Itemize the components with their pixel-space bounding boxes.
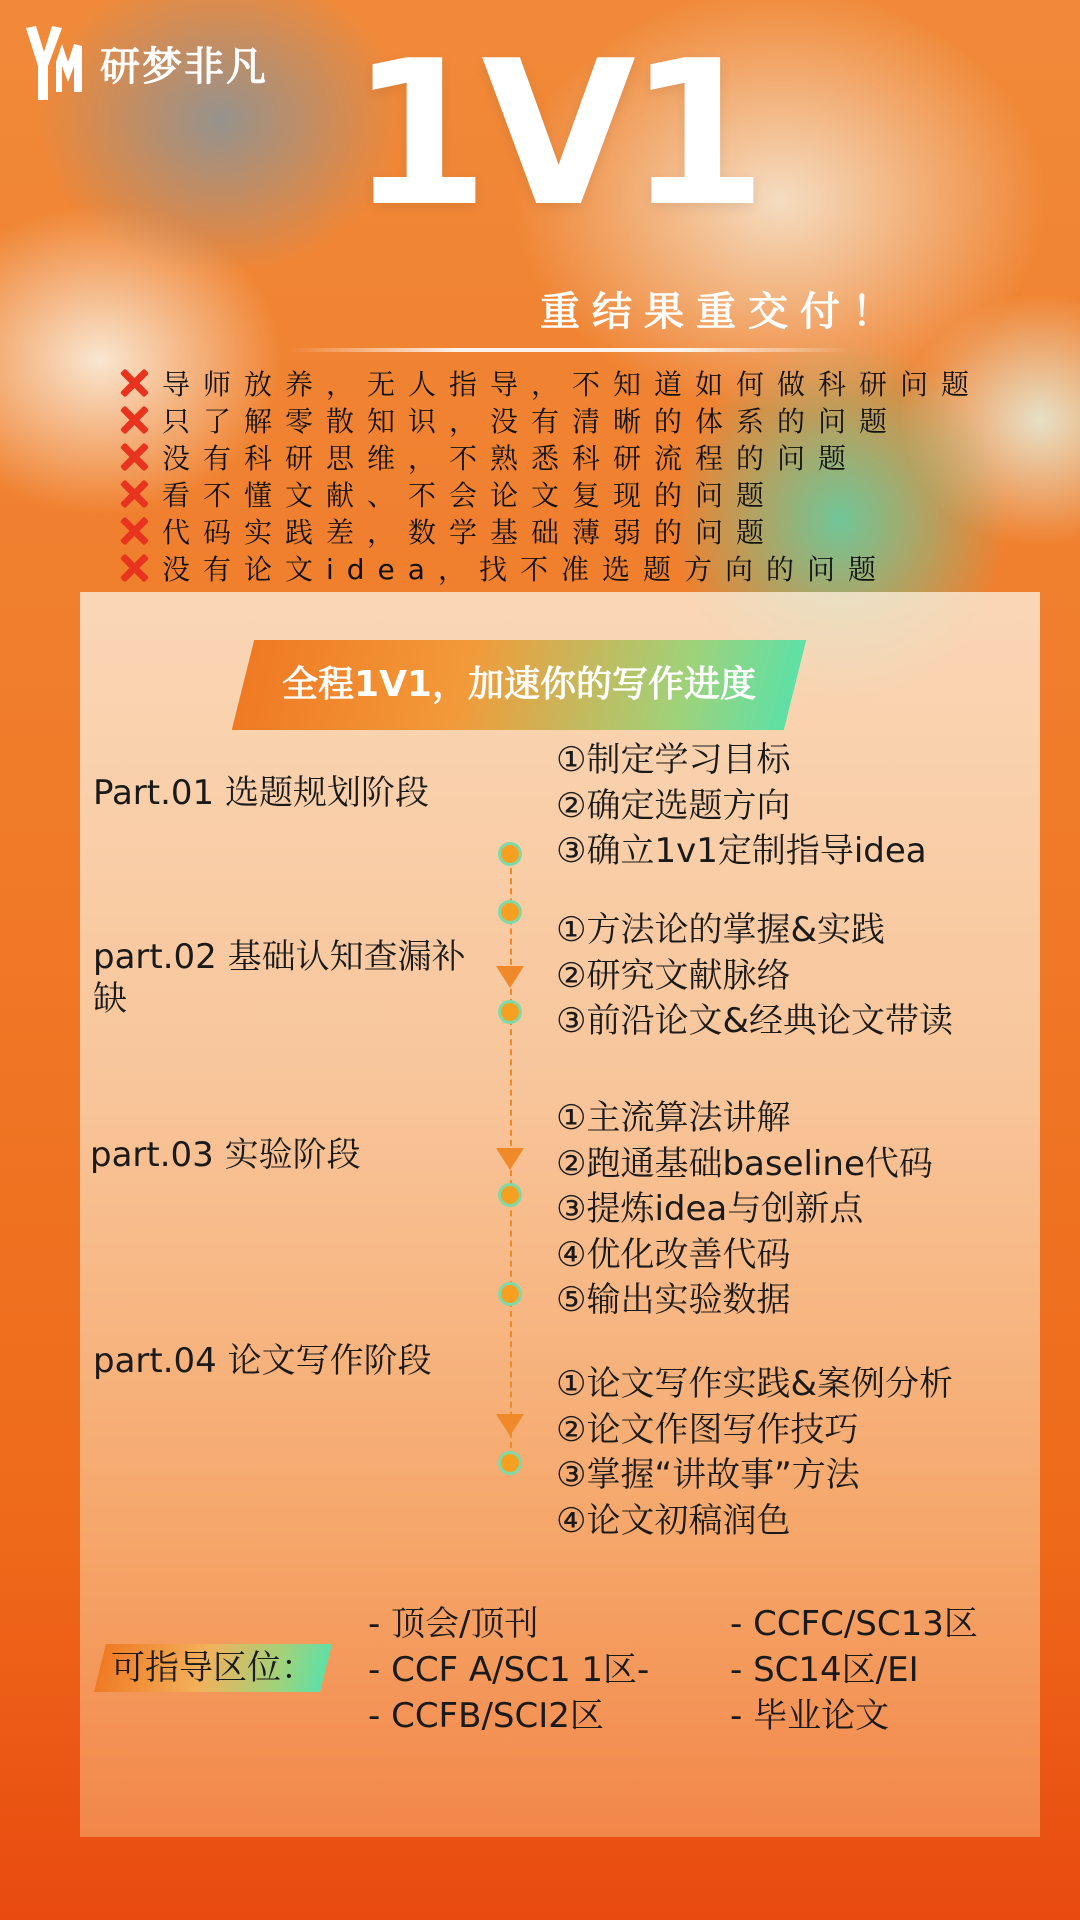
step-item: ②跑通基础baseline代码 xyxy=(556,1143,933,1184)
brand-logo xyxy=(22,22,268,104)
step-item: ①主流算法讲解 xyxy=(556,1098,791,1138)
step-item: ②论文作图写作技巧 xyxy=(556,1409,859,1450)
step-item: ①论文写作实践&案例分析 xyxy=(556,1364,953,1404)
brand-name: 研梦非凡 xyxy=(100,43,268,90)
ym-logo-icon xyxy=(22,22,90,104)
zone-item: - CCF A/SC1 1区- xyxy=(368,1650,650,1690)
timeline-dot xyxy=(498,1183,522,1207)
cross-icon xyxy=(118,368,152,398)
problem-item: 代码实践差，数学基础薄弱的问题 xyxy=(118,512,982,549)
step-item: ③前沿论文&经典论文带读 xyxy=(556,1001,953,1041)
problem-item: 只了解零散知识，没有清晰的体系的问题 xyxy=(118,401,982,438)
phase-steps xyxy=(556,1362,953,1544)
hero-tagline: 重结果重交付！ xyxy=(540,289,904,335)
banner-text: 全程1V1，加速你的写作进度 xyxy=(282,664,756,705)
timeline-arrow-icon xyxy=(496,1148,524,1170)
cross-icon xyxy=(118,442,152,472)
step-item: ④优化改善代码 xyxy=(556,1234,791,1275)
problem-item: 导师放养，无人指导，不知道如何做科研问题 xyxy=(118,364,982,401)
step-item: ①方法论的掌握&实践 xyxy=(556,910,885,950)
step-item: ③提炼idea与创新点 xyxy=(556,1189,864,1229)
phase-steps xyxy=(556,738,927,875)
step-item: ②确定选题方向 xyxy=(556,785,791,826)
hero-title: 1V1 xyxy=(350,18,760,251)
step-item: ⑤输出实验数据 xyxy=(556,1280,791,1320)
timeline-dot xyxy=(498,900,522,924)
timeline-dot xyxy=(498,1451,522,1475)
zone-item: - SC14区/EI xyxy=(730,1650,919,1690)
timeline-arrow-icon xyxy=(496,966,524,988)
step-item: ③确立1v1定制指导idea xyxy=(556,831,927,871)
zone-item: - CCFB/SCI2区 xyxy=(368,1696,604,1736)
timeline-dot xyxy=(498,1000,522,1024)
cross-icon xyxy=(118,516,152,546)
step-item: ①制定学习目标 xyxy=(556,740,791,780)
phase-label: Part.01 选题规划阶段 xyxy=(93,773,429,813)
timeline-dot xyxy=(498,1282,522,1306)
phase-label: part.04 论文写作阶段 xyxy=(93,1341,432,1381)
problem-item: 没有论文idea，找不准选题方向的问题 xyxy=(118,549,982,586)
problem-item: 没有科研思维，不熟悉科研流程的问题 xyxy=(118,438,982,475)
step-item: ③掌握“讲故事”方法 xyxy=(556,1455,860,1495)
zone-label: 可指导区位： xyxy=(111,1648,315,1688)
zone-item: - CCFC/SC13区 xyxy=(730,1604,978,1644)
phase-steps xyxy=(556,908,953,1045)
zone-list-left xyxy=(368,1601,649,1739)
zone-item: - 毕业论文 xyxy=(730,1696,890,1736)
cross-icon xyxy=(118,405,152,435)
cross-icon xyxy=(118,553,152,583)
step-item: ②研究文献脉络 xyxy=(556,955,791,996)
zone-list-right xyxy=(730,1601,978,1739)
zone-item: - 顶会/顶刊 xyxy=(368,1604,539,1644)
step-item: ④论文初稿润色 xyxy=(556,1500,791,1541)
problem-item: 看不懂文献、不会论文复现的问题 xyxy=(118,475,982,512)
timeline-dot xyxy=(498,842,522,866)
phase-label: part.02 基础认知查漏补缺 xyxy=(93,937,466,1019)
phase-label: part.03 实验阶段 xyxy=(90,1135,361,1175)
tagline-underline xyxy=(290,348,850,352)
timeline-arrow-icon xyxy=(496,1414,524,1436)
problem-list xyxy=(118,364,982,586)
cross-icon xyxy=(118,479,152,509)
phase-steps xyxy=(556,1096,933,1324)
